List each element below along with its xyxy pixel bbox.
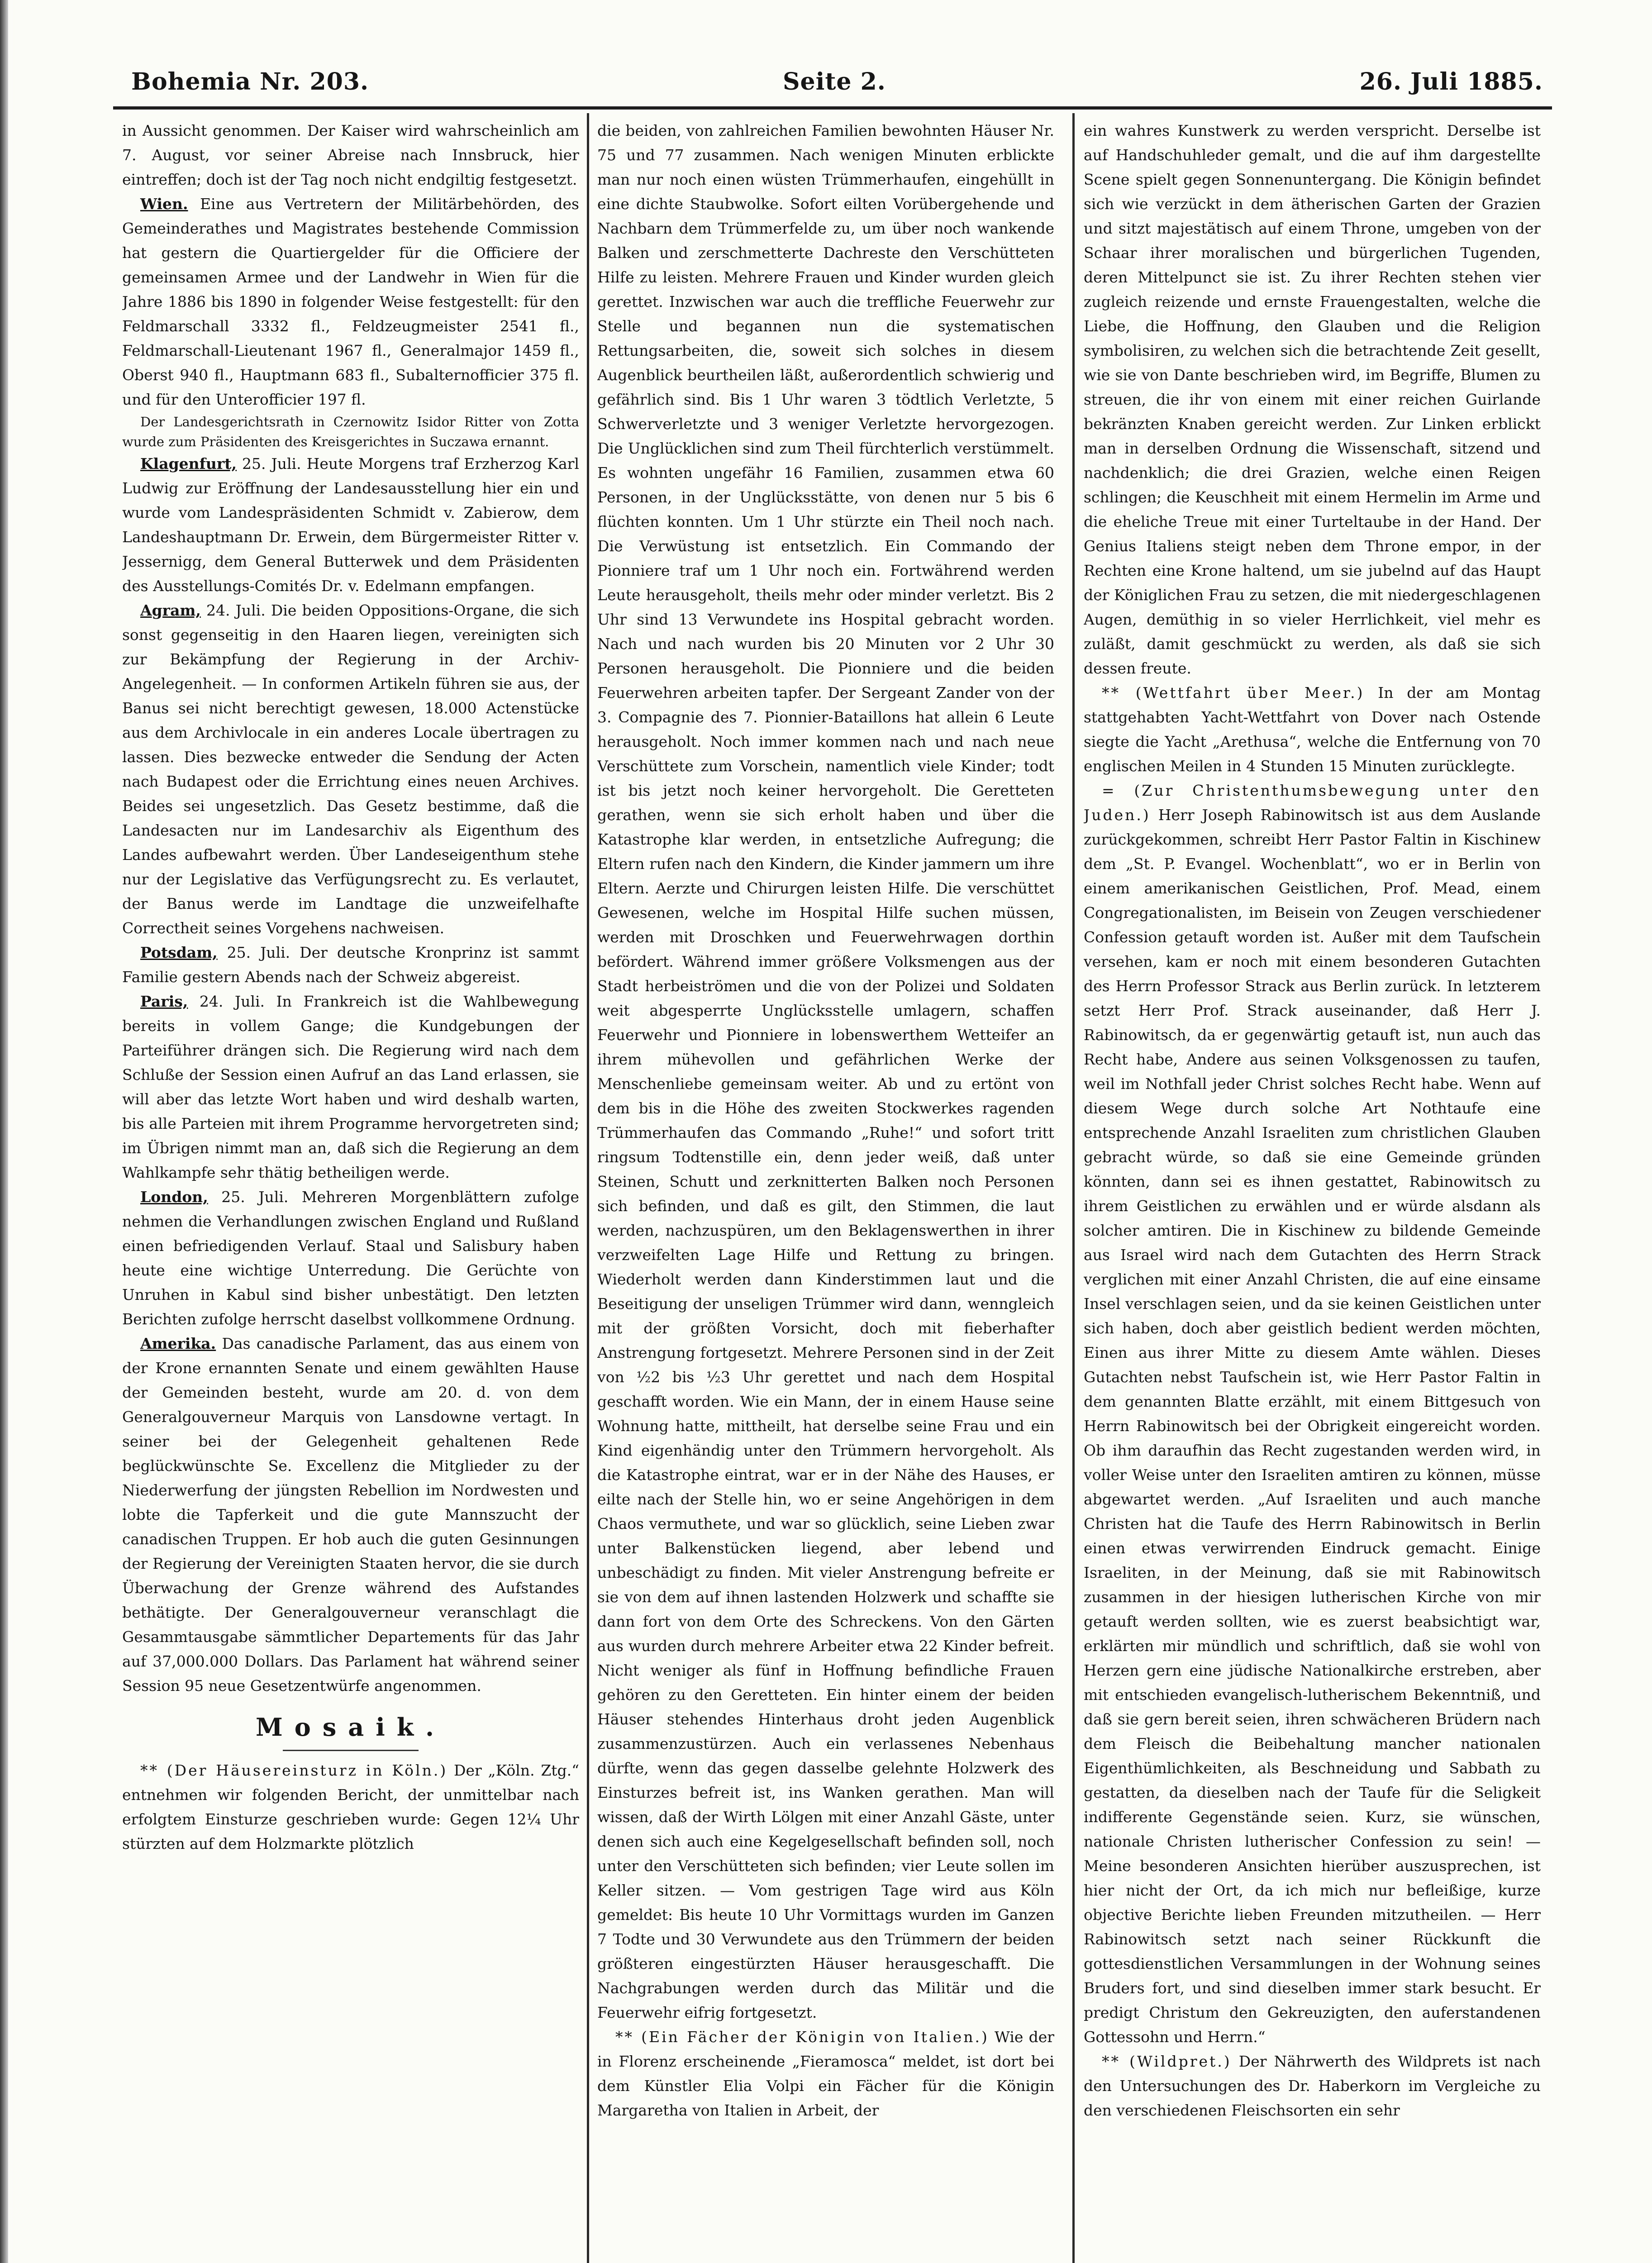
article-text: 25. Juli. Heute Morgens traf Erzherzog Karl Ludwig zur Eröffnung der Landesausstellung hier ein und wurde vom Landespräsidenten Schmidt v. Zabierow, dem Landeshauptmann Dr. Erwein, dem Bürgermeister Ritter v. Jessernigg, dem General Butterwek und dem Präsidenten des Ausstellungs-Comités Dr. v. Edelmann empfangen. [122,455,579,595]
article-rubric: ** (Wildpret.) [1102,2053,1232,2070]
header-rule [113,106,1552,110]
article-paragraph [1084,2049,1541,2123]
article-rubric: ** (Ein Fächer der Königin von Italien.) [615,2028,989,2046]
article-dateline: Klagenfurt, [140,455,237,473]
article-paragraph: Der Landesgerichtsrath in Czernowitz Isidor Ritter von Zotta wurde zum Präsidenten des Kreisgerichtes in Suczawa ernannt. [122,414,579,449]
column-1 [122,119,579,2263]
article-paragraph: die beiden, von zahlreichen Familien bewohnten Häuser Nr. 75 und 77 zusammen. Nach wenigen Minuten erblickte man nur noch einen wüsten Trümmerhaufen, eingehüllt in eine dichte Staubwolke. Sofort eilten Vorübergehende und Nachbarn dem Trümmerfelde zu, um über noch wankende Balken und zerschmetterte Dachreste den Verschütteten Hilfe zu leisten. Mehrere Frauen und Kinder wurden gleich gerettet. Inzwischen war auch die treffliche Feuerwehr zur Stelle und begannen nun die systematischen Rettungsarbeiten, die, soweit sich solches in diesem Augenblick beurtheilen läßt, außerordentlich schwierig und gefährlich sind. Bis 1 Uhr waren 3 tödtlich Verletzte, 5 Schwerverletzte und 3 weniger Verletzte hervorgezogen. Die Unglücklichen sind zum Theil fürchterlich verstümmelt. Es wohnten ungefähr 16 Familien, zusammen etwa 60 Personen, in der Unglücksstätte, von denen nur 5 bis 6 flüchten konnten. Um 1 Uhr stürzte ein Theil noch nach. Die Verwüstung ist entsetzlich. Ein Commando der Pionniere traf um 1 Uhr noch ein. Fortwährend werden Leute herausgeholt, theils mehr oder minder verletzt. Bis 2 Uhr sind 13 Verwundete ins Hospital gebracht worden. Nach und nach wurden bis 20 Minuten vor 2 Uhr 30 Personen herausgeholt. Die Pionniere und die beiden Feuerwehren arbeiten tapfer. Der Sergeant Zander von der 3. Compagnie des 7. Pionnier-Bataillons hat allein 6 Leute herausgeholt. Noch immer kommen nach und nach neue Verschüttete zum Vorschein, namentlich viele Kinder; todt ist bis jetzt noch keiner hervorgeholt. Die Geretteten gerathen, wenn sie sich erholt haben und über die Katastrophe klar werden, in entsetzliche Aufregung; die Eltern rufen nach den Kindern, die Kinder jammern um ihre Eltern. Aerzte und Chirurgen leisten Hilfe. Die verschüttet Gewesenen, welche im Hospital Hilfe suchen müssen, werden mit Droschken und Feuerwehrwagen dorthin befördert. Während immer größere Volksmengen aus der Stadt herbeiströmen und die von der Polizei und Soldaten weit abgesperrte Unglücksstelle umlagern, schaffen Feuerwehr und Pionniere in lobenswerthem Wetteifer an ihrem mühevollen und gefährlichen Werke der Menschenliebe gemeinsam weiter. Ab und zu ertönt von dem bis in die Höhe des zweiten Stockwerkes ragenden Trümmerhaufen das Commando „Ruhe!“ und sofort tritt ringsum Todtenstille ein, denn jeder weiß, daß unter Steinen, Schutt und zerknitterten Balken noch Personen sich befinden, und daß es gilt, den Stimmen, die laut werden, nachzuspüren, um den Beklagenswerthen in ihrer verzweifelten Lage Hilfe und Rettung zu bringen. Wiederholt werden dann Kinderstimmen laut und die Beseitigung der unseligen Trümmer wird dann, wenngleich mit der größten Vorsicht, doch mit fieberhafter Anstrengung fortgesetzt. Mehrere Personen sind in der Zeit von ½2 bis ½3 Uhr gerettet und nach dem Hospital geschafft worden. Wie ein Mann, der in einem Hause seine Wohnung hatte, mittheilt, hat derselbe seine Frau und ein Kind eigenhändig unter den Trümmern hervorgeholt. Als die Katastrophe eintrat, war er in der Nähe des Hauses, er eilte nach der Stelle hin, wo er seine Angehörigen in dem Chaos vermuthete, und war so glücklich, seine Lieben zwar unter Balkenstücken liegend, aber lebend und unbeschädigt zu finden. Mit vieler Anstrengung befreite er sie von dem auf ihnen lastenden Holzwerk und schaffte sie dann fort von dem Orte des Schreckens. Von den Gärten aus wurden durch mehrere Arbeiter etwa 22 Kinder befreit. Nicht weniger als fünf in Hoffnung befindliche Frauen gehören zu den Geretteten. Ein hinter einem der beiden Häuser stehendes Hinterhaus droht jeden Augenblick zusammenzustürzen. Auch ein verlassenes Nebenhaus dürfte, wenn das gegen dasselbe gelehnte Holzwerk des Einsturzes befreit ist, ins Wanken gerathen. Man will wissen, daß der Wirth Lölgen mit einer Anzahl Gäste, unter denen sich auch eine Kegelgesellschaft befinden soll, noch unter den Verschütteten sich befinden; vier Leute sollen im Keller sitzen. — Vom gestrigen Tage wird aus Köln gemeldet: Bis heute 10 Uhr Vormittags wurden im Ganzen 7 Todte und 30 Verwundete aus den Trümmern der beiden größteren eingestürzten Häuser herausgeschafft. Die Nachgrabungen werden durch das Militär und die Feuerwehr eifrig fortgesetzt. [597,122,1054,2021]
article-paragraph [597,2025,1054,2123]
article-dateline: Wien. [140,195,188,213]
article-paragraph [122,598,579,941]
article-paragraph [1084,778,1541,2049]
article-paragraph [122,941,579,989]
article-paragraph [122,192,579,412]
article-paragraph [1084,681,1541,778]
header-date: 26. Juli 1885. [1359,68,1543,95]
article-dateline: Agram, [140,602,201,619]
article-text: Der „Köln. Ztg.“ entnehmen wir folgenden Bericht, der unmittelbar nach erfolgtem Einsturze geschrieben wurde: Gegen 12¼ Uhr stürzten auf dem Holzmarkte plötzlich [122,1762,579,1852]
column-3 [1084,119,1541,2263]
article-text: Eine aus Vertretern der Militärbehörden, des Gemeinderathes und Magistrates bestehende Commission hat gestern die Quartiergelder für die Officiere der gemeinsamen Armee und der Landwehr in Wien für die Jahre 1886 bis 1890 in folgender Weise festgestellt: für den Feldmarschall 3332 fl., Feldzeugmeister 2541 fl., Feldmarschall-Lieutenant 1967 fl., Generalmajor 1459 fl., Oberst 940 fl., Hauptmann 683 fl., Subalternofficier 375 fl. und für den Unterofficier 197 fl. [122,195,579,408]
article-rubric: = (Zur Christenthumsbewegung unter den Juden.) [1084,782,1541,824]
article-text: 24. Juli. In Frankreich ist die Wahlbewegung bereits in vollem Gange; die Kundgebungen der Parteiführer drängen sich. Die Regierung wird nach dem Schluße der Session einen Aufruf an das Land erlassen, sie will aber das letzte Wort haben und wird deshalb warten, bis alle Parteien mit ihrem Programme hervorgetreten sind; im Übrigen nimmt man an, daß sich die Regierung an dem Wahlkampfe sehr thätig betheiligen werde. [122,993,579,1181]
article-paragraph [122,1758,579,1856]
article-paragraph: ein wahres Kunstwerk zu werden verspricht. Derselbe ist auf Handschuhleder gemalt, und die auf ihm dargestellte Scene spielt gegen Sonnenuntergang. Die Königin befindet sich wie verzückt in dem ätherischen Garten der Grazien und sitzt majestätisch auf einem Throne, umgeben von der Schaar ihrer moralischen und bürgerlichen Tugenden, deren Mittelpunct sie ist. Zu ihrer Rechten stehen vier zugleich reizende und ernste Frauengestalten, welche die Liebe, die Hoffnung, den Glauben und die Religion symbolisiren, zu welchen sich die betrachtende Zeit gesellt, wie sie von Dante beschrieben wird, im Begriffe, Blumen zu streuen, die ihr von einem mit einer reichen Guirlande bekränzten Knaben gereicht werden. Zur Linken erblickt man in derselben Ordnung die Wissenschaft, sitzend und nachdenklich; die drei Grazien, welche einen Reigen schlingen; die Keuschheit mit einem Hermelin im Arme und die eheliche Treue mit einer Turteltaube in der Hand. Der Genius Italiens steigt neben dem Throne empor, in der Rechten eine Krone haltend, um sie jubelnd auf das Haupt der Königlichen Frau zu setzen, die mit niedergeschlagenen Augen, demüthig in so vieler Herrlichkeit, viel mehr es zuläßt, damit geschmückt zu werden, als daß sie sich dessen freute. [1084,122,1541,677]
article-dateline: Potsdam, [140,944,218,961]
article-dateline: Amerika. [140,1335,216,1352]
article-text: 25. Juli. Der deutsche Kronprinz ist sammt Familie gestern Abends nach der Schweiz abgereist. [122,944,579,986]
article-rubric: ** (Wettfahrt über Meer.) [1102,684,1365,702]
column-divider-1 [587,113,589,2263]
article-text: Der Nährwerth des Wildprets ist nach den Untersuchungen des Dr. Haberkorn im Vergleiche zu den verschiedenen Fleischsorten ein sehr [1084,2053,1541,2119]
article-text: Wie der in Florenz erscheinende „Fieramosca“ meldet, ist dort bei dem Künstler Elia Volpi ein Fächer für die Königin Margaretha von Italien in Arbeit, der [597,2028,1054,2119]
article-dateline: London, [140,1188,208,1206]
header-paper-name: Bohemia Nr. 203. [131,68,369,95]
article-paragraph [122,989,579,1185]
article-dateline: Paris, [140,993,188,1010]
article-paragraph [122,452,579,598]
column-divider-2 [1072,113,1075,2263]
article-text: Das canadische Parlament, das aus einem von der Krone ernannten Senate und einem gewählten Hause der Gemeinden besteht, wurde am 20. d. von dem Generalgouverneur Marquis von Lansdowne vertagt. In seiner bei der Gelegenheit gehaltenen Rede beglückwünschte Se. Excellenz die Mitglieder zu der Niederwerfung der jüngsten Rebellion im Nordwesten und lobte die Tapferkeit und die gute Mannszucht der canadischen Truppen. Er hob auch die guten Gesinnungen der Regierung der Vereinigten Staaten hervor, die sie durch Überwachung der Grenze während des Aufstandes bethätigte. Der Generalgouverneur veranschlagt die Gesammtausgabe sämmtlicher Departements für das Jahr auf 37,000.000 Dollars. Das Parlament hat während seiner Session 95 neue Gesetzentwürfe angenommen. [122,1335,579,1695]
article-rubric: ** (Der Häusereinsturz in Köln.) [140,1762,448,1779]
header-page-number: Seite 2. [783,68,886,95]
article-text: In der am Montag stattgehabten Yacht-Wettfahrt von Dover nach Ostende siegte die Yacht „Arethusa“, welche die Entfernung von 70 englischen Meilen in 4 Stunden 15 Minuten zurücklegte. [1084,684,1541,775]
article-text: 24. Juli. Die beiden Oppositions-Organe, die sich sonst gegenseitig in den Haaren liegen, vereinigten sich zur Bekämpfung der Regierung in der Archiv-Angelegenheit. — In conformen Artikeln führen sie aus, der Banus sei nicht berechtigt gewesen, 18.000 Actenstücke aus dem Archivlocale in ein anderes Locale übertragen zu lassen. Dies bezwecke entweder die Sendung der Acten nach Budapest oder die Errichtung eines neuen Archives. Beides sei ungesetzlich. Das Gesetz bestimme, daß die Landesacten nur im Landesarchiv als Eigenthum des Landes aufbewahrt werden. Über Landeseigenthum stehe nur der Legislative das Verfügungsrecht zu. Es verlautet, der Banus werde im Landtage die unzweifelhafte Correctheit seines Vorgehens nachweisen. [122,602,579,937]
article-paragraph: in Aussicht genommen. Der Kaiser wird wahrscheinlich am 7. August, vor seiner Abreise nach Innsbruck, hier eintreffen; doch ist der Tag noch nicht endgiltig festgesetzt. [122,122,579,188]
article-text: 25. Juli. Mehreren Morgenblättern zufolge nehmen die Verhandlungen zwischen England und Rußland einen befriedigenden Verlauf. Staal und Salisbury haben heute eine wichtige Unterredung. Die Gerüchte von Unruhen in Kabul sind bisher unbestätigt. Den letzten Berichten zufolge herrscht daselbst vollkommene Ordnung. [122,1188,579,1328]
article-text: Herr Joseph Rabinowitsch ist aus dem Auslande zurückgekommen, schreibt Herr Pastor Faltin in Kischinew dem „St. P. Evangel. Wochenblatt“, wo er in Berlin von einem amerikanischen Geistlichen, Prof. Mead, einem Congregationalisten, im Beisein von Zeugen verschiedener Confession getauft worden ist. Außer mit dem Taufschein versehen, kam er noch mit einem besonderen Gutachten des Herrn Professor Strack aus Berlin zurück. In letzterem setzt Herr Prof. Strack auseinander, daß Herr J. Rabinowitsch, da er gegenwärtig getauft ist, nun auch das Recht habe, Andere aus seinen Volksgenossen zu taufen, weil im Nothfall jeder Christ solches Recht habe. Wenn auf diesem Wege durch solche Art Nothtaufe eine entsprechende Anzahl Israeliten zum christlichen Glauben gebracht würde, so daß sie eine Gemeinde gründen könnten, dann sei es ihnen gestattet, Rabinowitsch zu ihrem Geistlichen zu erwählen und er würde alsdann als solcher amtiren. Die in Kischinew zu bildende Gemeinde aus Israel wird nach dem Gutachten des Herrn Strack verglichen mit einer Anzahl Christen, die auf eine einsame Insel verschlagen seien, und da sie keinen Geistlichen unter sich haben, doch aber geistlich bedient werden möchten, Einen aus ihrer Mitte zu diesem Amte wählen. Dieses Gutachten nebst Taufschein ist, wie Herr Pastor Faltin in dem genannten Blatte erzählt, mit einem Bittgesuch von Herrn Rabinowitsch bei der Obrigkeit eingereicht worden. Ob ihm daraufhin das Recht zugestanden werden wird, in voller Weise unter den Israeliten amtiren zu können, müsse abgewartet werden. „Auf Israeliten und auch manche Christen hat die Taufe des Herrn Rabinowitsch in Berlin einen etwas verwirrenden Eindruck gemacht. Einige Israeliten, in der Meinung, daß sie mit Rabinowitsch zusammen in der hiesigen lutherischen Kirche von mir getauft werden sollten, wie es zuerst beabsichtigt war, erklärten mir mündlich und schriftlich, daß sie wohl von Herzen gern eine jüdische Nationalkirche erstreben, aber mit entschieden evangelisch-lutherischem Bekenntniß, und daß sie gern bereit seien, ihren schwächeren Brüdern nach dem Fleisch die Beibehaltung mancher nationalen Eigenthümlichkeiten, als Beschneidung und Sabbath zu gestatten, da dieselben nach der Taufe für die Seligkeit indifferente Gegenstände seien. Kurz, sie wünschen, nationale Christen lutherischer Confession zu sein! — Meine besonderen Ansichten hierüber auszusprechen, ist hier nicht der Ort, da ich mich nur befleißige, kurze objective Berichte lieben Freunden mitzutheilen. — Herr Rabinowitsch setzt nach seiner Rückkunft die gottesdienstlichen Versammlungen in der Wohnung seines Bruders fort, und sind dieselben immer stark besucht. Er predigt Christum den Gekreuzigten, den auferstandenen Gottessohn und Herrn.“ [1084,806,1541,2046]
article-paragraph [122,1185,579,1332]
column-2 [597,119,1054,2263]
section-rule [283,1750,419,1751]
section-heading-mosaik: Mosaik. [256,1713,446,1742]
scan-edge-shadow [0,0,8,2263]
article-paragraph [122,1332,579,1698]
